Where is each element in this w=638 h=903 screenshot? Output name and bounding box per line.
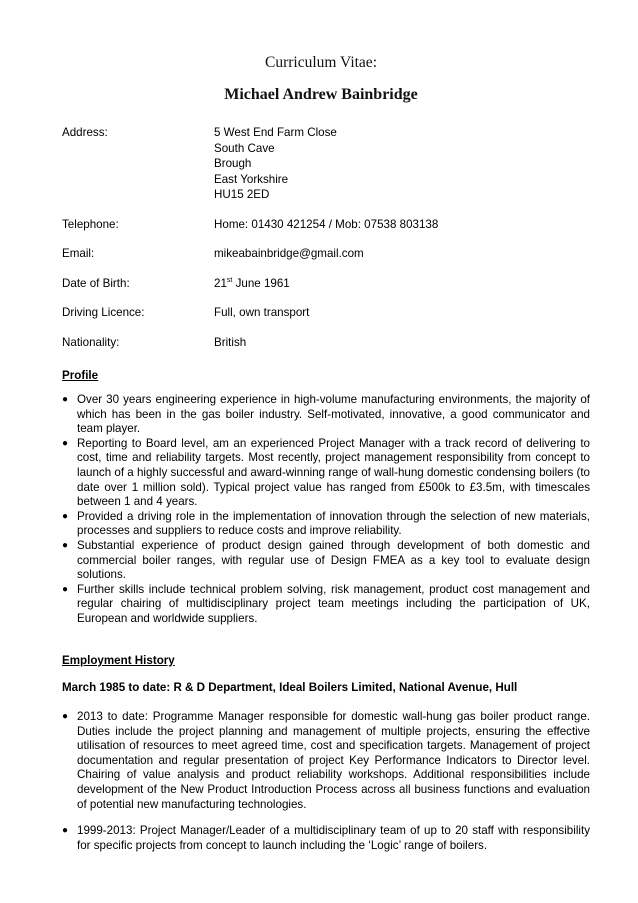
address-value [214,125,582,203]
bullet-icon: ● [62,437,69,449]
employment-bullet-text: 1999-2013: Project Manager/Leader of a multidisciplinary team of up to 20 staff with responsibility for specific projects from concept to launch including the ‘Logic’ range of boilers. [77,824,590,852]
document-title: Curriculum Vitae: [265,54,377,71]
profile-bullet-text: Provided a driving role in the implementation of innovation through the selection of new materials, processes and suppliers to reduce costs and improve reliability. [77,509,590,538]
dob-rest: June 1961 [232,276,290,290]
licence-row [62,305,582,321]
bullet-icon: ● [62,583,69,595]
nationality-label: Nationality: [62,335,120,349]
employment-section [62,654,590,853]
bullet-icon: ● [62,510,69,522]
dob-row [62,276,582,292]
address-line: HU15 2ED [214,188,270,201]
telephone-row [62,217,582,233]
email-row [62,246,582,262]
email-label: Email: [62,247,95,260]
employment-heading: Employment History [62,654,175,667]
address-label: Address: [62,126,108,139]
nationality-row [62,335,582,351]
address-line: South Cave [214,141,275,155]
list-item [62,583,590,627]
profile-section [62,369,590,627]
candidate-name: Michael Andrew Bainbridge [224,86,418,103]
licence-label: Driving Licence: [62,306,145,319]
list-item [62,437,590,510]
address-line: Brough [214,157,252,170]
employment-list [62,710,590,853]
list-item [62,824,590,853]
dob-day: 21 [214,276,227,290]
list-item [62,393,590,437]
personal-details [62,125,582,364]
dob-value [214,276,582,292]
telephone-label: Telephone: [62,217,119,231]
address-line: 5 West End Farm Close [214,126,337,139]
list-item [62,510,590,539]
list-item [62,710,590,812]
telephone-value: Home: 01430 421254 / Mob: 07538 803138 [214,217,439,231]
profile-bullet-text: Reporting to Board level, am an experienced Project Manager with a track record of delivering to cost, time and reliability targets. Most recently, project management responsibility from concept to launch of a highly successful and award-winning range of wall-hung domestic condensing boilers (to date over 1 million sold). Typical project value has ranged from £500k to £3.5m, with timescales between 1 and 4 years. [77,436,590,509]
profile-heading: Profile [62,369,99,382]
bullet-icon: ● [62,394,69,405]
dob-label: Date of Birth: [62,276,130,290]
profile-bullet-text: Substantial experience of product design gained through development of both domestic and commercial boiler ranges, with regular use of Design FMEA as a key tool to evaluate design solutions. [77,538,590,582]
job-title: March 1985 to date: R & D Department, Ideal Boilers Limited, National Avenue, Hull [62,681,518,694]
bullet-icon: ● [62,711,69,722]
profile-bullet-text: Over 30 years engineering experience in high-volume manufacturing environments, the majority of which has been in the gas boiler industry. Self-motivated, innovative, a good communicator and team player. [77,393,590,436]
address-line: East Yorkshire [214,172,289,186]
bullet-icon: ● [62,825,69,837]
profile-list [62,393,590,627]
list-item [62,539,590,583]
employment-bullet-text: 2013 to date: Programme Manager responsible for domestic wall-hung gas boiler product range. Duties include the project planning and management of multiple projects, ensuring the effective utilisation of resources to meet agreed time, cost and specification targets. Management of project documentation and regular presentation of project Key Performance Indicators to Director level. Chairing of value analysis and product reliability workshops. Additional responsibilities include development of the New Product Introduction Process across all business functions and evaluation of potential new manufacturing technologies. [77,710,590,811]
address-row [62,125,582,203]
licence-value: Full, own transport [214,306,310,319]
profile-bullet-text: Further skills include technical problem solving, risk management, product cost management and regular chairing of multidisciplinary project team meetings including the participation of UK, European and worldwide suppliers. [77,582,590,625]
dob-suffix: st [226,276,233,284]
email-value[interactable]: mikeabainbridge@gmail.com [214,247,364,260]
bullet-icon: ● [62,539,69,551]
nationality-value: British [214,335,247,349]
